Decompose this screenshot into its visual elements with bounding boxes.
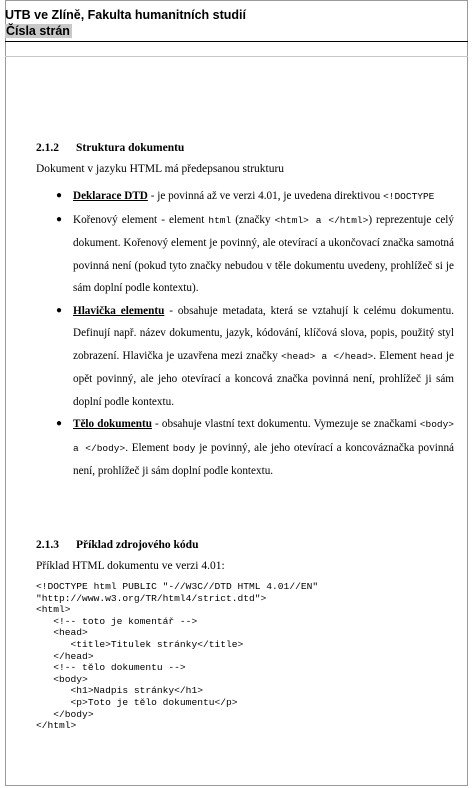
section-intro: Dokument v jazyku HTML má předepsanou strukturu: [36, 163, 285, 175]
code-line: </html>: [36, 720, 77, 732]
bullet-icon: ●: [56, 213, 63, 225]
code-line: </head>: [36, 650, 94, 662]
code-block: [36, 581, 318, 732]
list-item: ● Deklarace DTD - je povinná až ve verzi 4.01, je uvedena direktivou <!DOCTYPE: [56, 185, 454, 209]
header-title: UTB ve Zlíně, Fakulta humanitních studií: [5, 8, 246, 22]
code-line: <!-- tělo dokumentu -->: [36, 662, 186, 674]
section-title: Struktura dokumentu: [76, 142, 185, 154]
list-item: ● Hlavička elementu - obsahuje metadata, která se vztahují k celému dokumentu. Definují např. název dokumentu, jazyk, kódování, klíčová slova, popis, použitý styl zobrazení. Hlavička je uzavřena mezi značky <head> a </head>. Element head je opět povinný, ale jeho otevírací a koncová značka povinná není, prohlížeč ji sám doplní podle kontextu.: [56, 300, 454, 414]
header-divider: [5, 41, 468, 42]
code-line: <!DOCTYPE html PUBLIC "-//W3C//DTD HTML 4.01//EN": [36, 581, 319, 592]
structure-list: [56, 185, 454, 483]
section-title: Příklad zdrojového kódu: [76, 539, 199, 551]
section-intro: Příklad HTML dokumentu ve verzi 4.01:: [36, 560, 225, 572]
section-heading-structure: [36, 142, 184, 154]
code-line: <body>: [36, 673, 88, 685]
list-item: ● Kořenový element - element html (značky <html> a </html>) reprezentuje celý dokument. Kořenový element je povinný, ale otevírací a ukončovací značka samotná povinná není (pokud tyto značky nebudou v těle dokumentu uvedeny, prohlížeč si je sám doplní podle kontextu).: [56, 209, 454, 300]
code-line: <html>: [36, 604, 71, 616]
code-line: "http://www.w3.org/TR/html4/strict.dtd">: [36, 592, 267, 604]
code-line: <title>Titulek stránky</title>: [36, 638, 244, 650]
section-number: 2.1.3: [36, 539, 59, 551]
code-line: </body>: [36, 708, 94, 720]
section-heading-example: [36, 539, 198, 551]
term: Deklarace DTD: [73, 190, 148, 202]
header-divider-secondary: [5, 56, 468, 57]
bullet-icon: ●: [56, 190, 63, 201]
bullet-icon: ●: [56, 418, 63, 429]
header-subtitle: Čísla strán: [6, 24, 70, 38]
term: Tělo dokumentu: [73, 418, 152, 430]
bullet-icon: ●: [56, 304, 63, 316]
code-line: <p>Toto je tělo dokumentu</p>: [36, 696, 238, 708]
section-number: 2.1.2: [36, 142, 59, 154]
code-line: <!-- toto je komentář -->: [36, 615, 198, 627]
term: Hlavička elementu: [73, 304, 165, 317]
code-line: <h1>Nadpis stránky</h1>: [36, 685, 203, 697]
list-item: ● Tělo dokumentu - obsahuje vlastní text dokumentu. Vymezuje se značkami <body> a </body>. Element body je povinný, ale jeho otevírací a koncováznačka povinná není, prohlížeč ji sám doplní podle kontextu.: [56, 413, 454, 483]
code-line: <head>: [36, 627, 88, 639]
